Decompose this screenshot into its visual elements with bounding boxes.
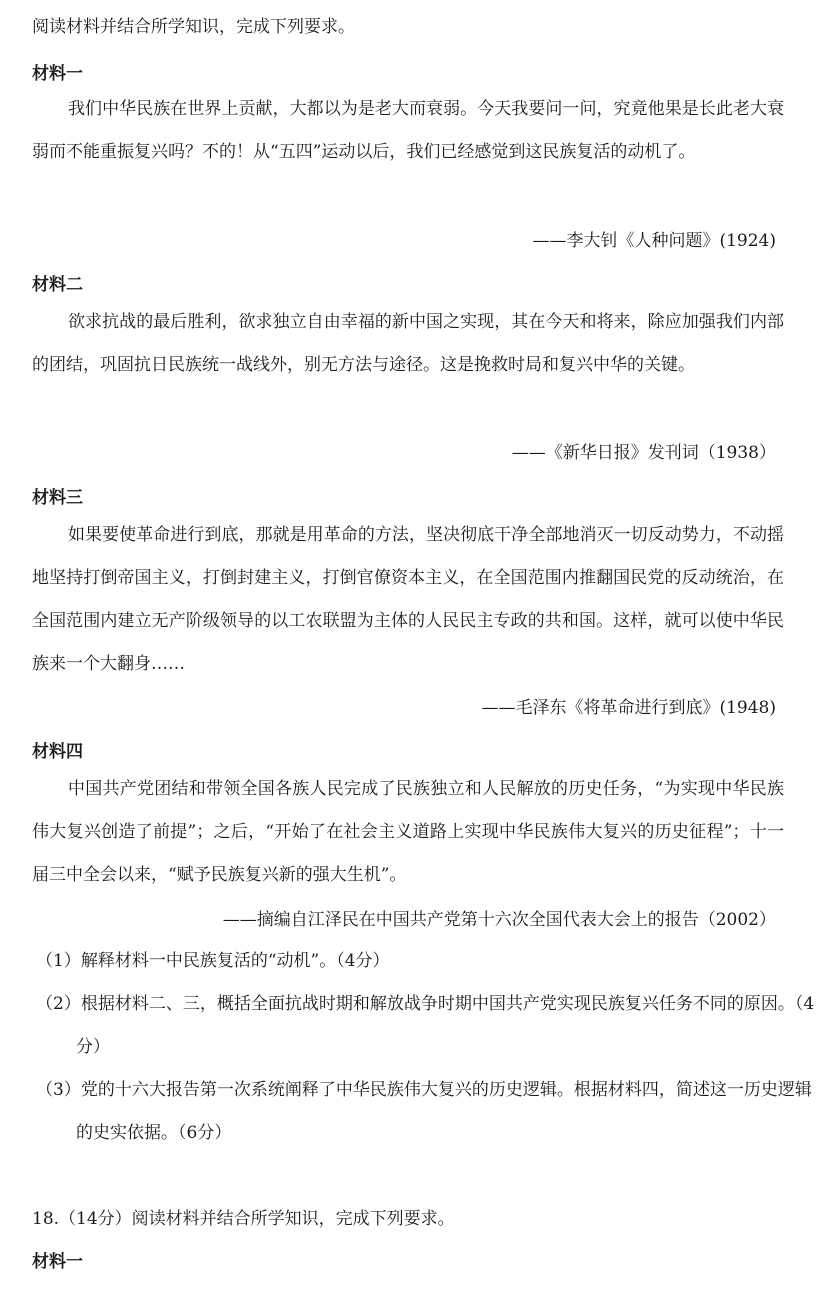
material-2-text: 欲求抗战的最后胜利，欲求独立自由幸福的新中国之实现，其在今天和将来，除应加强我们内部的团结，巩固抗日民族统一战线外，别无方法与途径。这是挽救时局和复兴中华的关键。 <box>32 312 784 375</box>
material-4-text: 中国共产党团结和带领全国各族人民完成了民族独立和人民解放的历史任务，“为实现中华民族伟大复兴创造了前提”；之后，“开始了在社会主义道路上实现中华民族伟大复兴的历史征程”；十一届三中全会以来，“赋予民族复兴新的强大生机”。 <box>32 779 784 885</box>
material-4-heading: 材料四 <box>32 742 83 762</box>
question-2: （2）根据材料二、三，概括全面抗战时期和解放战争时期中国共产党实现民族复兴任务不同的原因。（4分） <box>36 994 815 1057</box>
question-1: （1）解释材料一中民族复活的“动机”。（4分） <box>36 951 390 971</box>
material-4-source: ——摘编自江泽民在中国共产党第十六次全国代表大会上的报告（2002） <box>222 910 776 930</box>
instruction-text: 阅读材料并结合所学知识，完成下列要求。 <box>32 17 355 37</box>
question-18-material-1-heading: 材料一 <box>32 1252 83 1272</box>
material-3-text: 如果要使革命进行到底，那就是用革命的方法，坚决彻底干净全部地消灭一切反动势力，不动摇地坚持打倒帝国主义，打倒封建主义，打倒官僚资本主义，在全国范围内推翻国民党的反动统治，在全国范围内建立无产阶级领导的以工农联盟为主体的人民民主专政的共和国。这样，就可以使中华民族来一个大翻身…… <box>32 525 784 674</box>
material-2-source: ——《新华日报》发刊词（1938） <box>511 443 776 463</box>
question-3: （3）党的十六大报告第一次系统阐释了中华民族伟大复兴的历史逻辑。根据材料四，简述这一历史逻辑的史实依据。（6分） <box>36 1080 812 1143</box>
question-18-title: 18.（14分）阅读材料并结合所学知识，完成下列要求。 <box>32 1209 455 1229</box>
material-3-heading: 材料三 <box>32 488 83 508</box>
material-3-source: ——毛泽东《将革命进行到底》(1948) <box>481 698 776 718</box>
material-2-heading: 材料二 <box>32 275 83 295</box>
material-1-source: ——李大钊《人种问题》(1924) <box>532 231 776 251</box>
material-1-text: 我们中华民族在世界上贡献，大都以为是老大而衰弱。今天我要问一问，究竟他果是长此老大衰弱而不能重振复兴吗？不的！从“五四”运动以后，我们已经感觉到这民族复活的动机了。 <box>32 99 784 162</box>
material-1-heading: 材料一 <box>32 64 83 84</box>
